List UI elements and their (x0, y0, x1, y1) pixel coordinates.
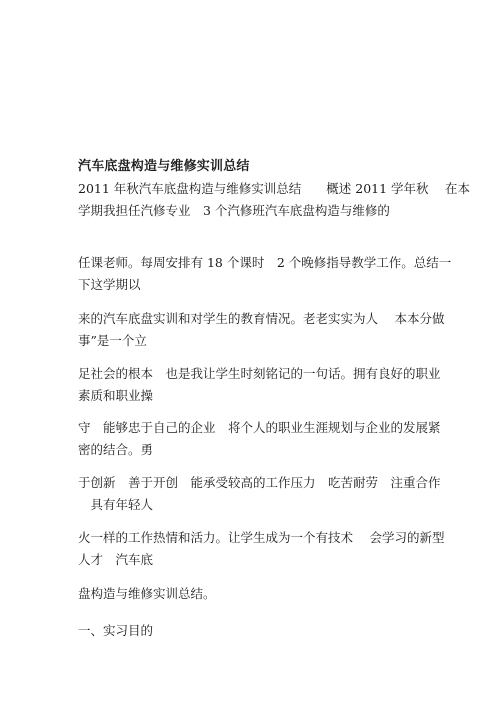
paragraph-1 (78, 178, 471, 222)
paragraph-line: 于创新 善于开创 能承受较高的工作压力 吃苦耐劳 注重合作 (78, 475, 441, 490)
document-title: 汽车底盘构造与维修实训总结 (78, 159, 250, 174)
paragraph-line: 密的结合。勇 (78, 442, 154, 457)
paragraph-line: 事”是一个立 (78, 333, 147, 348)
paragraph-line: 火一样的工作热情和活力。让学生成为一个有技术 会学习的新型 (78, 530, 445, 545)
paragraph-3 (78, 308, 445, 352)
paragraph-line: 盘构造与维修实训总结。 (78, 586, 216, 601)
paragraph-line: 具有年轻人 (78, 497, 154, 512)
paragraph-line: 学期我担任汽修专业 3 个汽修班汽车底盘构造与维修的 (78, 203, 390, 218)
paragraph-line: 足社会的根本 也是我让学生时刻铭记的一句话。拥有良好的职业 (78, 366, 441, 381)
paragraph-5 (78, 417, 441, 461)
paragraph-line: 任课老师。每周安排有 18 个课时 2 个晚修指导教学工作。总结一 (78, 255, 452, 270)
paragraph-7 (78, 527, 445, 571)
section-heading: 一、实习目的 (78, 623, 154, 638)
paragraph-2 (78, 252, 452, 296)
paragraph-4 (78, 363, 441, 407)
paragraph-line: 人才 汽车底 (78, 552, 154, 567)
paragraph-line: 来的汽车底盘实训和对学生的教育情况。老老实实为人 本本分做 (78, 311, 445, 326)
paragraph-line: 守 能够忠于自己的企业 将个人的职业生涯规划与企业的发展紧 (78, 420, 441, 435)
paragraph-8 (78, 583, 428, 605)
paragraph-6 (78, 472, 441, 516)
paragraph-line: 2011 年秋汽车底盘构造与维修实训总结 概述 2011 学年秋 在本 (78, 181, 471, 196)
paragraph-line: 下这学期以 (78, 277, 141, 292)
paragraph-line: 素质和职业操 (78, 388, 154, 403)
